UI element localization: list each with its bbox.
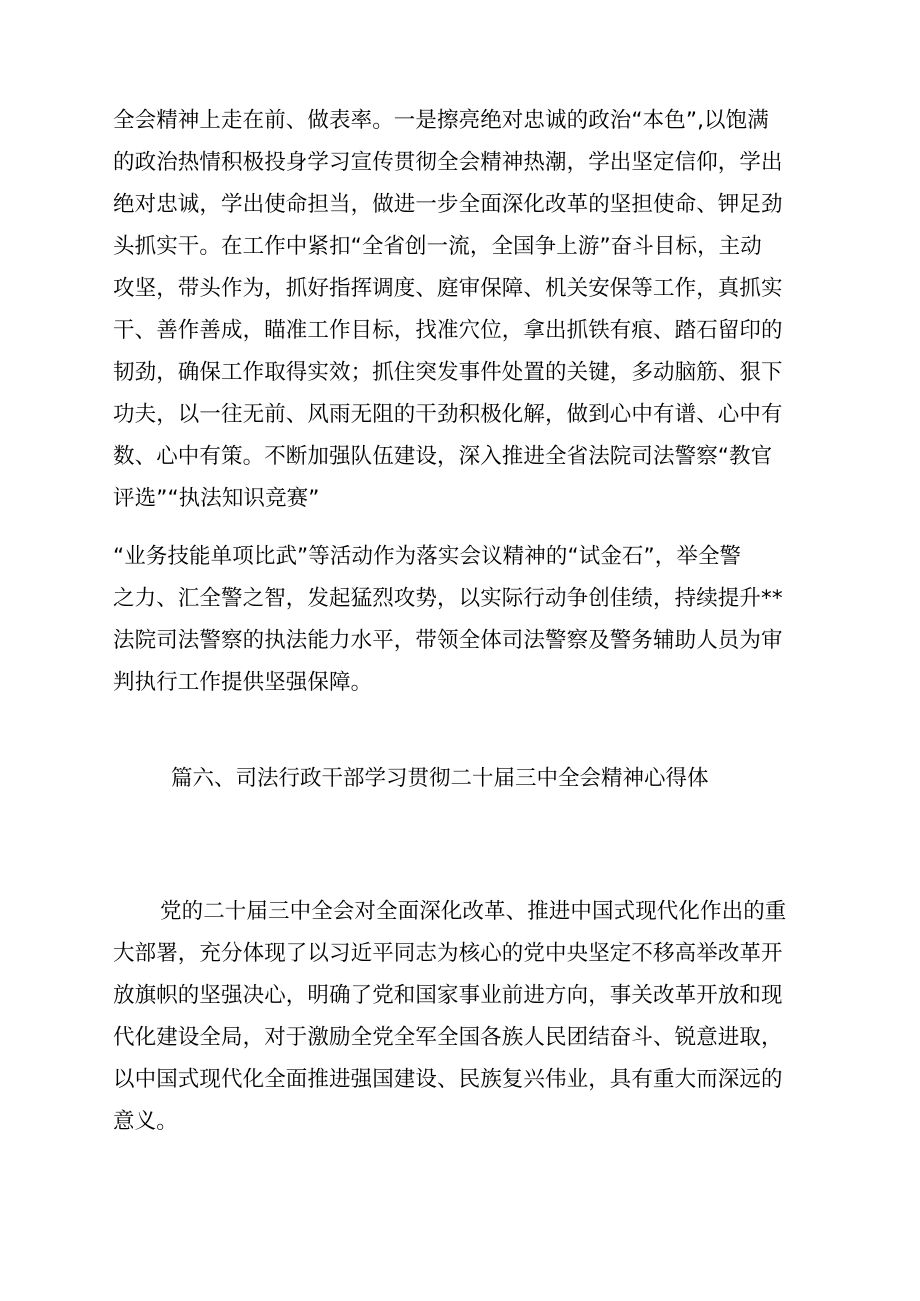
text-line: 评选”“执法知识竞赛” [113,486,320,511]
text-line: 韧劲，确保工作取得实效；抓住突发事件处置的关键，多动脑筋、狠下 [113,360,783,385]
text-line: 全会精神上走在前、做表率。一是擦亮绝对忠诚的政治“本色”,以饱满 [113,108,769,133]
text-line: 头抓实干。在工作中紧扣“全省创一流，全国争上游”奋斗目标，主动 [113,234,762,259]
text-line: 攻坚，带头作为，抓好指挥调度、庭审保障、机关安保等工作，真抓实 [113,276,783,301]
section-heading: 篇六、司法行政干部学习贯彻二十届三中全会精神心得体 [171,766,709,791]
text-line: 之力、汇全警之智，发起猛烈攻势，以实际行动争创佳绩，持续提升** [113,586,783,611]
text-line: “业务技能单项比武”等活动作为落实会议精神的“试金石”，举全警 [113,544,742,569]
text-line: 大部署，充分体现了以习近平同志为核心的党中央坚定不移高举改革开 [113,941,783,966]
text-line: 干、善作善成，瞄准工作目标，找准穴位，拿出抓铁有痕、踏石留印的 [113,318,783,343]
text-line: 绝对忠诚，学出使命担当，做进一步全面深化改革的坚担使命、钾足劲 [113,192,783,217]
paragraph-loyalty-work [113,100,823,520]
text-line: 的政治热情积极投身学习宣传贯彻全会精神热潮，学出坚定信仰，学出 [113,150,783,175]
text-line: 数、心中有策。不断加强队伍建设，深入推进全省法院司法警察“教官 [113,444,773,469]
text-line: 法院司法警察的执法能力水平，带领全体司法警察及警务辅助人员为审 [113,628,783,653]
text-line: 代化建设全局，对于激励全党全军全国各族人民团结奋斗、锐意进取， [113,1025,783,1050]
text-line: 意义。 [113,1109,178,1134]
text-line: 党的二十届三中全会对全面深化改革、推进中国式现代化作出的重 [160,899,787,924]
paragraph-skills-competition [113,536,823,704]
text-line: 放旗帜的坚强决心，明确了党和国家事业前进方向，事关改革开放和现 [113,983,783,1008]
text-line: 以中国式现代化全面推进强国建设、民族复兴伟业，具有重大而深远的 [113,1067,783,1092]
text-line: 功夫，以一往无前、风雨无阻的干劲积极化解，做到心中有谱、心中有 [113,402,783,427]
text-line: 判执行工作提供坚强保障。 [113,670,373,695]
paragraph-plenum-significance [113,891,823,1143]
